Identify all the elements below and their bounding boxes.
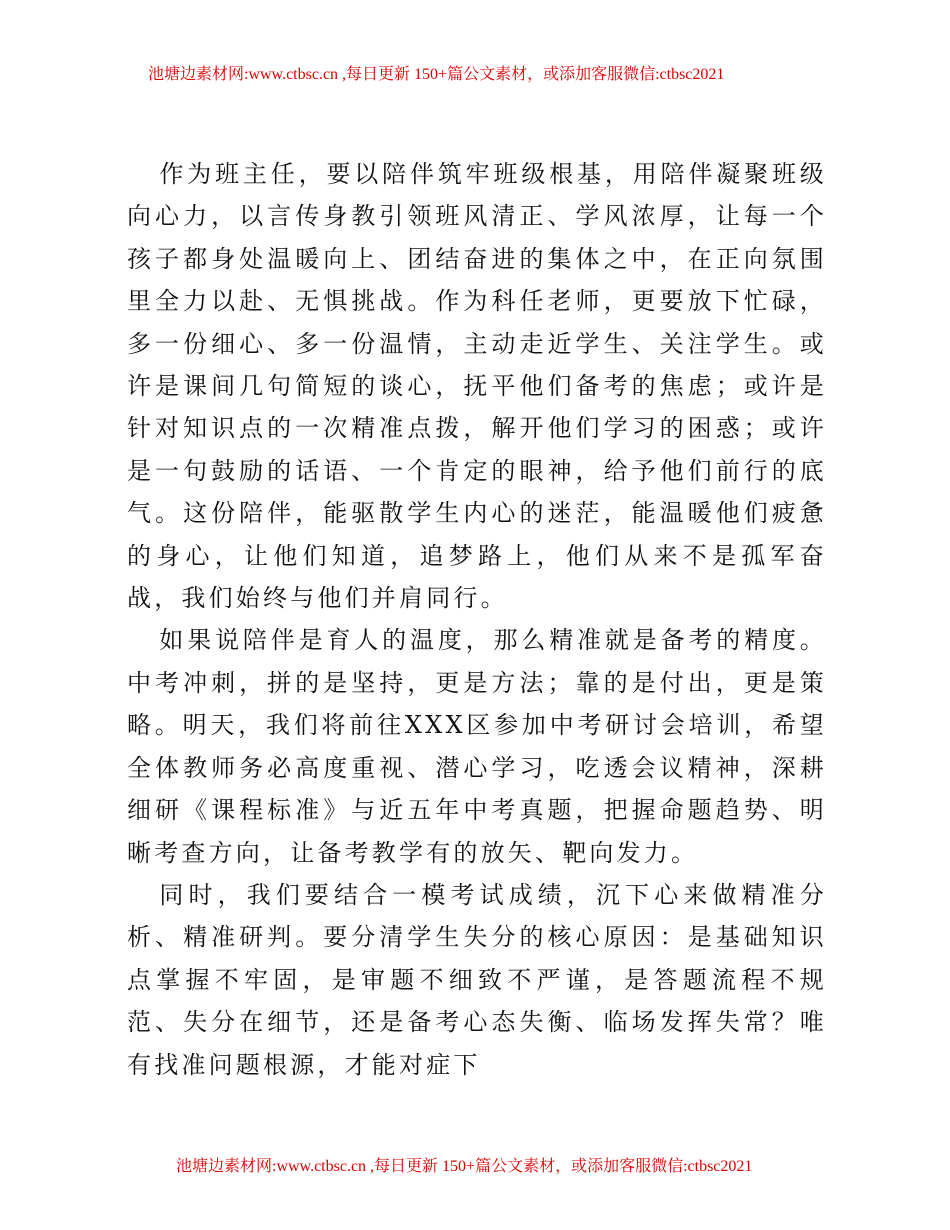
paragraph-2: 如果说陪伴是育人的温度，那么精准就是备考的精度。中考冲刺，拼的是坚持，更是方法；靠的是付出，更是策略。明天，我们将前往XXX区参加中考研讨会培训，希望全体教师务必高度重视、潜心学习，吃透会议精神，深耕细研《课程标准》与近五年中考真题，把握命题趋势、明晰考查方向，让备考教学有的放矢、靶向发力。 (127, 626, 827, 867)
header-watermark: 池塘边素材网:www.ctbsc.cn ,每日更新 150+篇公文素材，或添加客服微信:ctbsc2021 (148, 66, 725, 83)
footer-watermark: 池塘边素材网:www.ctbsc.cn ,每日更新 150+篇公文素材，或添加客服微信:ctbsc2021 (176, 1158, 753, 1175)
paragraph-3: 同时，我们要结合一模考试成绩，沉下心来做精准分析、精准研判。要分清学生失分的核心原因：是基础知识点掌握不牢固，是审题不细致不严谨，是答题流程不规范、失分在细节，还是备考心态失衡、临场发挥失常？唯有找准问题根源，才能对症下 (127, 880, 827, 1079)
document-body (127, 153, 827, 1086)
paragraph-1: 作为班主任，要以陪伴筑牢班级根基，用陪伴凝聚班级向心力，以言传身教引领班风清正、学风浓厚，让每一个孩子都身处温暖向上、团结奋进的集体之中，在正向氛围里全力以赴、无惧挑战。作为科任老师，更要放下忙碌，多一份细心、多一份温情，主动走近学生、关注学生。或许是课间几句简短的谈心，抚平他们备考的焦虑；或许是针对知识点的一次精准点拨，解开他们学习的困惑；或许是一句鼓励的话语、一个肯定的眼神，给予他们前行的底气。这份陪伴，能驱散学生内心的迷茫，能温暖他们疲惫的身心，让他们知道，追梦路上，他们从来不是孤军奋战，我们始终与他们并肩同行。 (127, 160, 827, 613)
